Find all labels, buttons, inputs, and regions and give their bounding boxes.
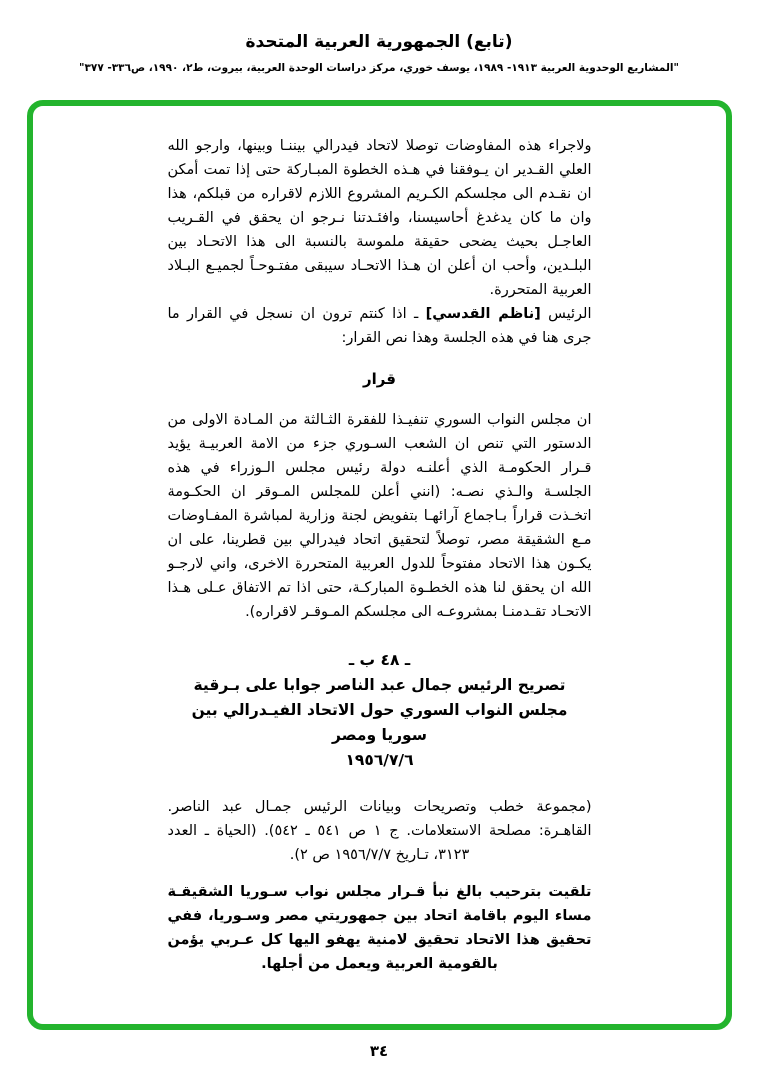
speaker-name: [ناظم القدسي]: [425, 306, 541, 322]
section-number: ـ ٤٨ ب ـ: [348, 651, 411, 669]
section-heading: [168, 648, 592, 773]
negotiations-paragraph: ولاجراء هذه المفاوضات توصلا لاتحاد فيدرالي بيننـا وبينها، وارجو الله العلي القـدير ان يـوفقنا في هـذه الخطوة المبـاركة حتى إذا تمت أمكن ان نقـدم الى مجلسكم الكـريم المشروع اللازم لاقراره من قبلكم، هذا وان ما كان يدغدغ أحاسيسنا، وافئـدتنا نـرجو ان يحقق في القـريب العاجـل بحيث يضحى حقيقة ملموسة بالنسبة الى هذا الاتحـاد بين البلـدين، وأحب ان أعلن ان هـذا الاتحـاد سيبقى مفتـوحـاً لجميـع البـلاد العربية المتحررة.: [167, 138, 592, 298]
speaker-role: الرئيس: [540, 306, 592, 322]
section-title-line-1: تصريح الرئيس جمال عبد الناصر جوابا على بـرقية: [193, 676, 566, 694]
document-text: [168, 134, 592, 976]
section-title-line-3: سوريا ومصر: [331, 726, 428, 744]
continuation-title: (تابع) الجمهورية العربية المتحدة: [245, 32, 513, 52]
book-source-citation: "المشاريع الوحدوية العربية ١٩١٣- ١٩٨٩، يوسف خوري، مركز دراسات الوحدة العربية، بيروت، ط٢، ١٩٩٠، ص٣٣٦- ٣٧٧": [79, 62, 679, 74]
speaker-statement: ـ اذا كنتم ترون ان نسجل في القرار ما جرى هنا في هذه الجلسة وهذا نص القرار:: [167, 306, 592, 346]
section-title-line-2: مجلس النواب السوري حول الاتحاد الفيـدرالي بين: [191, 701, 568, 719]
speaker-paragraph: [168, 302, 592, 350]
decision-heading: قرار: [363, 370, 396, 388]
decision-paragraph: ان مجلس النواب السوري تنفيـذا للفقرة الثـالثة من المـادة الاولى من الدستور التي تنص ان الشعب السـوري جزء من الامة العربيـة يؤيد قـرار الحكومـة الذي أعلنـه دولة رئيس مجلس الـوزراء في هذه الجلسـة والـذي نصـه: (انني أعلن للمجلس المـوقر ان الحكـومة اتخـذت قراراً بـاجماع آرائهـا بتفويض لجنة وزارية لمباشرة المفـاوضات مـع الشقيقة مصر، توصلاً لتحقيق اتحاد فيدرالي بين قطرينا، على ان يكـون هذا الاتحاد مفتوحاً للدول العربية المتحررة الاخرى، واني لارجـو الله ان يحقق لنا هذه الخطـوة المباركـة، حتى اذا تم الاتفاق عـلى هـذا الاتحـاد تقـدمنـا بمشروعـه الى مجلسكم المـوقـر لاقراره).: [167, 412, 592, 620]
page-number: ٣٤: [369, 1042, 389, 1060]
source-citation-paragraph: (مجموعة خطب وتصريحات وبيانات الرئيس جمـال عبد الناصر. القاهـرة: مصلحة الاستعلامات. ج ١ ص ٥٤١ ـ ٥٤٢). (الحياة ـ العدد ٣١٢٣، تـاريخ ١٩٥٦/٧/٧ ص ٢).: [167, 799, 592, 863]
nasser-statement-paragraph: تلقيت بترحيب بالغ نبأ قـرار مجلس نواب سـوريا الشقيقـة مساء اليوم باقامة اتحاد بين جمهوريتي مصر وسـوريا، ففي تحقيق هذا الاتحاد تحقيق لامنية يهفو اليها كل عـربي يؤمن بالقومية العربية ويعمل من أجلها.: [167, 884, 592, 972]
page-header: [0, 0, 758, 74]
section-date: ١٩٥٦/٧/٦: [345, 751, 414, 769]
content-frame: [27, 100, 732, 1030]
